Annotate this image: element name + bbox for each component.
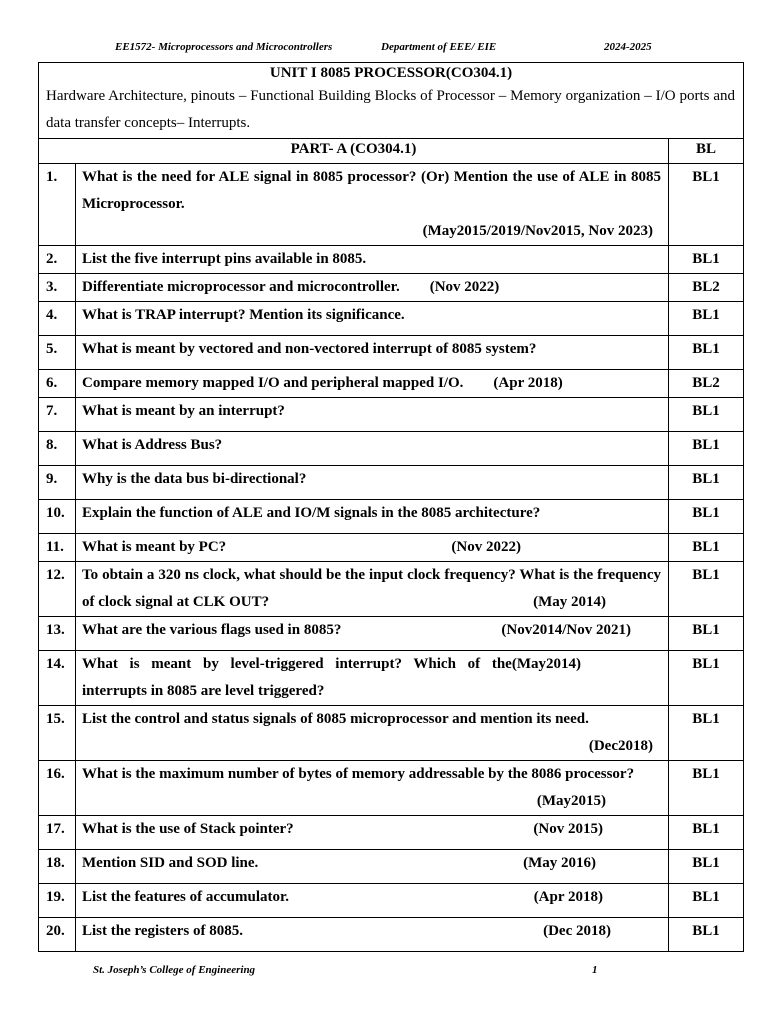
question-text: What is the need for ALE signal in 8085 processor? (Or) Mention the use of ALE in 8085 Microprocessor. bbox=[82, 169, 661, 212]
question-cell bbox=[76, 918, 669, 952]
question-text: What are the various flags used in 8085? bbox=[82, 622, 342, 638]
college-name: St. Joseph’s College of Engineering bbox=[93, 964, 256, 976]
question-number: 13. bbox=[39, 617, 76, 651]
exam-reference: (Dec2018) bbox=[588, 738, 653, 754]
question-row bbox=[39, 918, 744, 952]
question-row bbox=[39, 706, 744, 761]
question-text: Explain the function of ALE and IO/M signals in the 8085 architecture? bbox=[82, 505, 541, 521]
exam-reference: (Dec 2018) bbox=[543, 923, 611, 939]
question-text: What is meant by vectored and non-vectored interrupt of 8085 system? bbox=[82, 341, 537, 357]
exam-reference: (May2014) bbox=[511, 656, 581, 672]
question-cell bbox=[76, 302, 669, 336]
bloom-level: BL1 bbox=[669, 534, 744, 562]
question-row bbox=[39, 164, 744, 246]
bloom-level: BL1 bbox=[669, 398, 744, 432]
question-number: 17. bbox=[39, 816, 76, 850]
question-text: What is meant by level-triggered interrupt? Which of the interrupts in 8085 are level triggered? bbox=[82, 656, 512, 699]
exam-reference: (May2015/2019/Nov2015, Nov 2023) bbox=[422, 223, 653, 239]
question-cell bbox=[76, 617, 669, 651]
question-bank-table bbox=[38, 62, 744, 952]
question-text: List the registers of 8085. bbox=[82, 923, 243, 939]
question-cell bbox=[76, 164, 669, 246]
question-number: 7. bbox=[39, 398, 76, 432]
question-number: 12. bbox=[39, 562, 76, 617]
question-number: 15. bbox=[39, 706, 76, 761]
question-row bbox=[39, 274, 744, 302]
question-number: 20. bbox=[39, 918, 76, 952]
department-label: Department of EEE/ EIE bbox=[381, 41, 497, 53]
question-cell bbox=[76, 850, 669, 884]
question-row bbox=[39, 534, 744, 562]
bloom-level: BL2 bbox=[669, 274, 744, 302]
question-cell bbox=[76, 651, 669, 706]
question-text: Why is the data bus bi-directional? bbox=[82, 471, 307, 487]
exam-reference: (Nov 2022) bbox=[429, 279, 500, 295]
exam-reference: (Apr 2018) bbox=[493, 375, 563, 391]
bloom-level: BL1 bbox=[669, 246, 744, 274]
question-text: What is the maximum number of bytes of memory addressable by the 8086 processor? bbox=[82, 766, 635, 782]
bloom-level: BL1 bbox=[669, 918, 744, 952]
bloom-level: BL1 bbox=[669, 816, 744, 850]
bloom-level: BL1 bbox=[669, 651, 744, 706]
academic-year: 2024-2025 bbox=[604, 41, 652, 53]
question-cell bbox=[76, 466, 669, 500]
part-title: PART- A (CO304.1) bbox=[39, 139, 669, 164]
question-row bbox=[39, 884, 744, 918]
question-row bbox=[39, 816, 744, 850]
question-cell bbox=[76, 500, 669, 534]
question-row bbox=[39, 500, 744, 534]
question-cell bbox=[76, 706, 669, 761]
bloom-level: BL1 bbox=[669, 562, 744, 617]
bloom-level: BL1 bbox=[669, 617, 744, 651]
question-cell bbox=[76, 246, 669, 274]
question-number: 18. bbox=[39, 850, 76, 884]
bloom-level: BL1 bbox=[669, 432, 744, 466]
question-text: What is Address Bus? bbox=[82, 437, 223, 453]
part-header-row bbox=[39, 139, 744, 164]
bloom-level: BL1 bbox=[669, 164, 744, 246]
question-text: Compare memory mapped I/O and peripheral mapped I/O. bbox=[82, 375, 464, 391]
unit-title-row bbox=[39, 63, 744, 139]
question-text: Differentiate microprocessor and microcontroller. bbox=[82, 279, 400, 295]
bloom-level: BL1 bbox=[669, 706, 744, 761]
question-row bbox=[39, 398, 744, 432]
question-text: List the five interrupt pins available in 8085. bbox=[82, 251, 367, 267]
question-row bbox=[39, 432, 744, 466]
question-cell bbox=[76, 274, 669, 302]
question-row bbox=[39, 466, 744, 500]
bloom-level: BL2 bbox=[669, 370, 744, 398]
question-row bbox=[39, 562, 744, 617]
question-number: 19. bbox=[39, 884, 76, 918]
question-cell bbox=[76, 884, 669, 918]
question-cell bbox=[76, 816, 669, 850]
question-row bbox=[39, 617, 744, 651]
page-header bbox=[0, 41, 768, 57]
exam-reference: (Nov2014/Nov 2021) bbox=[501, 622, 631, 638]
bl-column-header: BL bbox=[669, 139, 744, 164]
question-number: 9. bbox=[39, 466, 76, 500]
question-cell bbox=[76, 336, 669, 370]
question-number: 11. bbox=[39, 534, 76, 562]
question-number: 5. bbox=[39, 336, 76, 370]
question-text: What is the use of Stack pointer? bbox=[82, 821, 294, 837]
question-text: To obtain a 320 ns clock, what should be the input clock frequency? What is the frequency of clock signal at CLK OUT? bbox=[82, 567, 661, 610]
page-footer bbox=[0, 964, 768, 980]
question-cell bbox=[76, 370, 669, 398]
question-row bbox=[39, 246, 744, 274]
question-number: 10. bbox=[39, 500, 76, 534]
exam-reference: (May 2016) bbox=[523, 855, 596, 871]
question-number: 8. bbox=[39, 432, 76, 466]
exam-reference: (Nov 2022) bbox=[451, 539, 521, 555]
question-number: 16. bbox=[39, 761, 76, 816]
page-number: 1 bbox=[592, 964, 598, 976]
question-cell bbox=[76, 534, 669, 562]
question-cell bbox=[76, 432, 669, 466]
question-row bbox=[39, 336, 744, 370]
bloom-level: BL1 bbox=[669, 850, 744, 884]
unit-cell bbox=[39, 63, 744, 139]
question-row bbox=[39, 761, 744, 816]
exam-reference: (May2015) bbox=[536, 793, 606, 809]
question-text: What is TRAP interrupt? Mention its significance. bbox=[82, 307, 405, 323]
question-cell bbox=[76, 761, 669, 816]
question-text: List the control and status signals of 8085 microprocessor and mention its need. bbox=[82, 711, 589, 727]
course-code-title: EE1572- Microprocessors and Microcontrollers bbox=[115, 41, 333, 53]
question-text: List the features of accumulator. bbox=[82, 889, 290, 905]
question-text: What is meant by PC? bbox=[82, 539, 227, 555]
bloom-level: BL1 bbox=[669, 500, 744, 534]
bloom-level: BL1 bbox=[669, 336, 744, 370]
unit-description: Hardware Architecture, pinouts – Functional Building Blocks of Processor – Memory organization – I/O ports and data transfer concepts– Interrupts. bbox=[46, 88, 736, 131]
bloom-level: BL1 bbox=[669, 884, 744, 918]
bloom-level: BL1 bbox=[669, 761, 744, 816]
question-text: What is meant by an interrupt? bbox=[82, 403, 285, 419]
question-number: 4. bbox=[39, 302, 76, 336]
question-number: 14. bbox=[39, 651, 76, 706]
exam-reference: (May 2014) bbox=[533, 594, 606, 610]
exam-reference: (Apr 2018) bbox=[533, 889, 603, 905]
exam-reference: (Nov 2015) bbox=[533, 821, 603, 837]
bloom-level: BL1 bbox=[669, 302, 744, 336]
unit-title: UNIT I 8085 PROCESSOR(CO304.1) bbox=[269, 65, 513, 81]
question-row bbox=[39, 302, 744, 336]
question-number: 2. bbox=[39, 246, 76, 274]
question-text: Mention SID and SOD line. bbox=[82, 855, 259, 871]
question-row bbox=[39, 370, 744, 398]
question-cell bbox=[76, 398, 669, 432]
bloom-level: BL1 bbox=[669, 466, 744, 500]
question-number: 3. bbox=[39, 274, 76, 302]
question-number: 6. bbox=[39, 370, 76, 398]
question-row bbox=[39, 850, 744, 884]
question-cell bbox=[76, 562, 669, 617]
question-number: 1. bbox=[39, 164, 76, 246]
question-row bbox=[39, 651, 744, 706]
